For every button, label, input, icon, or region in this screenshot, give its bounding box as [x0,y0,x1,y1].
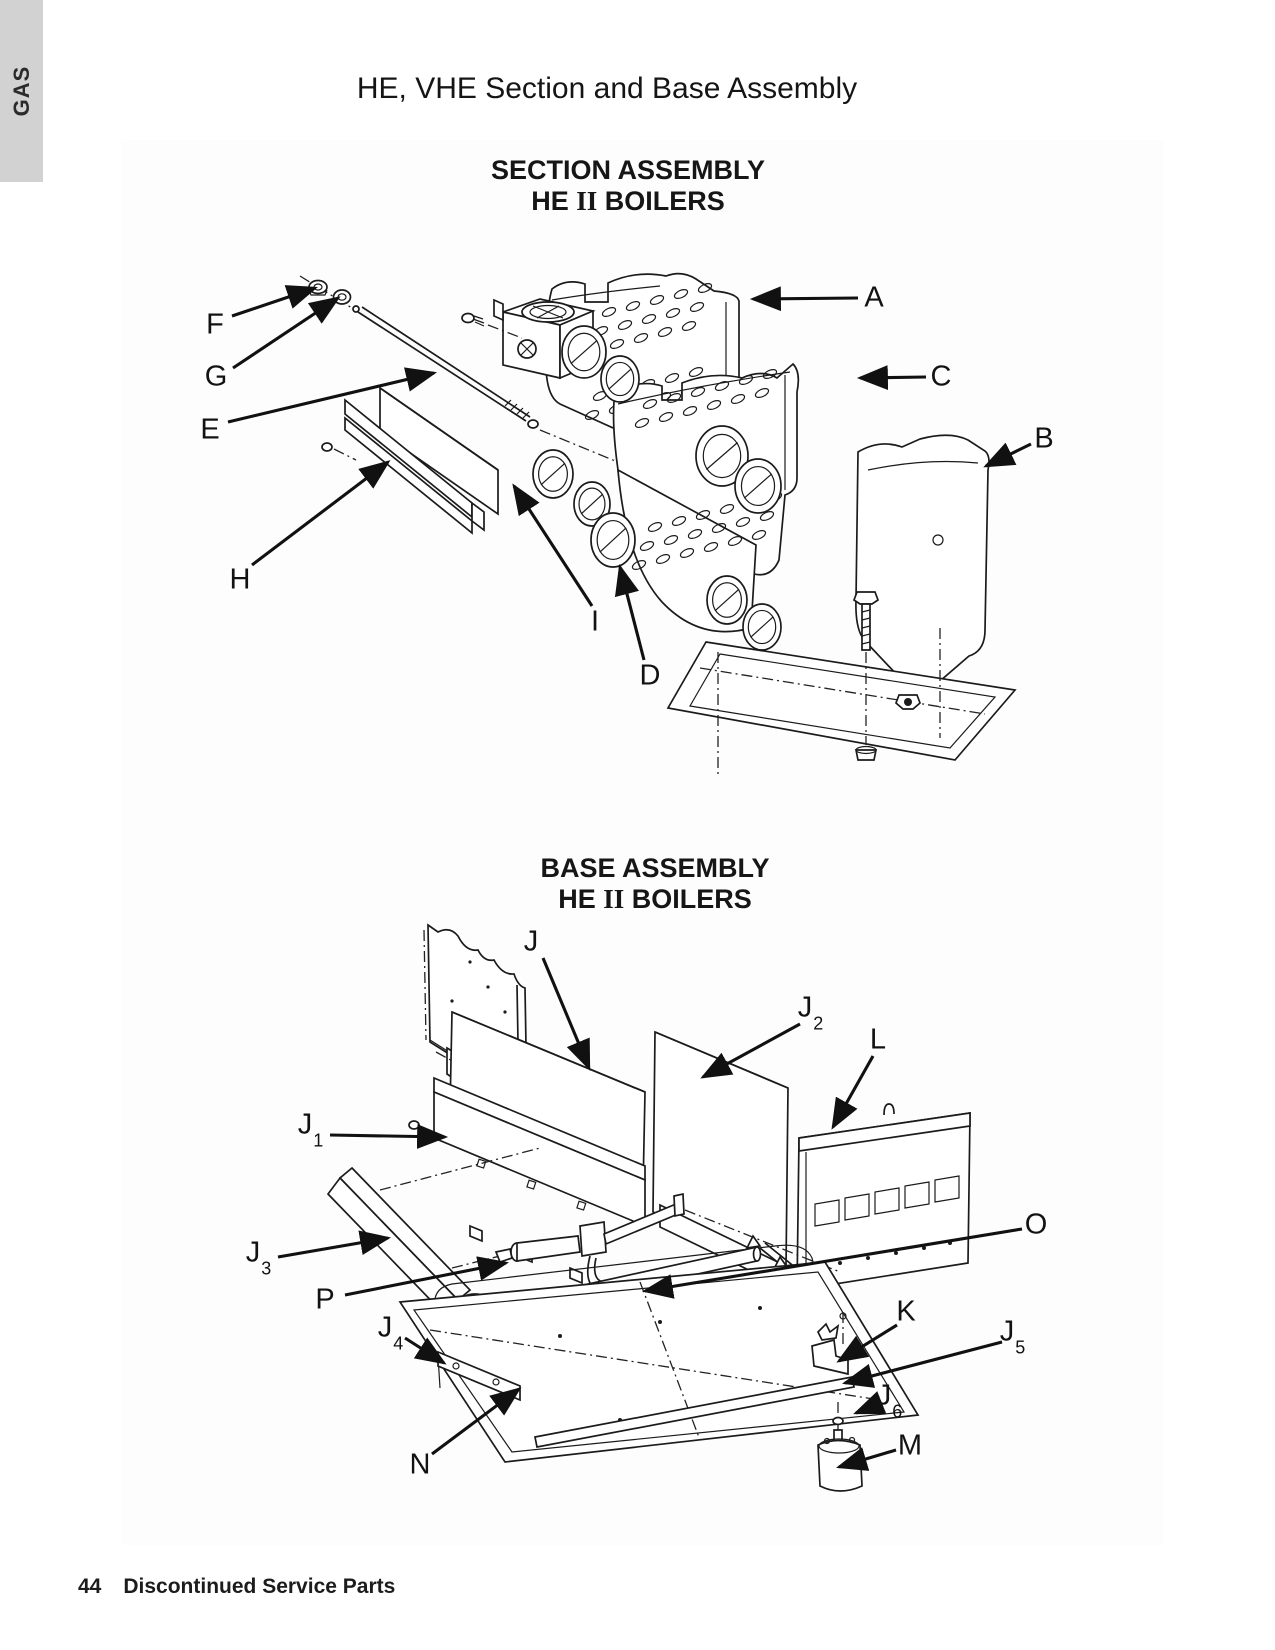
page-title: HE, VHE Section and Base Assembly [356,72,858,105]
callout-j6: $J_6$ [876,1379,903,1422]
callout-e: E [200,413,220,446]
gas-tab-label: GAS [8,65,34,117]
boiler-section-b [856,435,989,685]
callout-p: P [315,1283,335,1316]
callout-k: K [896,1295,916,1328]
callout-o: O [1024,1208,1048,1241]
base-rail-and-insulation [322,388,498,533]
section-assembly-art [300,274,1015,775]
callout-h: H [229,563,251,596]
base-assembly-title-line1: BASE ASSEMBLY [540,853,770,883]
washer-g [334,290,351,304]
insulation-panel-2 [653,1032,790,1290]
callout-j2: $J_2$ [797,991,824,1034]
callout-j4: $J_4$ [377,1311,404,1354]
callout-g: G [204,360,228,393]
callout-n: N [409,1448,431,1481]
callout-j: J [523,925,539,958]
callout-i: I [590,605,600,638]
leader-arrow [620,567,644,660]
callout-l: L [869,1023,887,1056]
section-assembly-title-line1: SECTION ASSEMBLY [490,155,766,185]
leader-arrow [986,444,1031,466]
callout-f: F [206,308,224,341]
leader-arrow [233,298,338,368]
callout-j3: $J_3$ [245,1236,272,1279]
footer-text: Discontinued Service Parts [123,1575,396,1598]
page-footer [78,1575,395,1599]
leader-arrow [543,958,589,1068]
leader-arrow [278,1238,388,1257]
leader-arrow [330,1135,445,1137]
base-assembly-title-line2: HE II BOILERS [558,884,752,914]
leader-arrow [753,298,858,299]
callout-m: M [897,1429,923,1462]
callout-d: D [639,659,661,692]
leader-arrow [833,1056,873,1127]
leader-arrow [860,377,926,378]
section-assembly-title-line2: HE II BOILERS [531,186,725,216]
callout-a: A [864,281,884,314]
callout-j1: $J_1$ [297,1108,324,1151]
leader-arrow [232,288,315,316]
callout-j5: $J_5$ [999,1315,1026,1358]
leader-arrow [703,1024,800,1077]
leader-arrow [252,462,388,565]
callout-b: B [1034,422,1054,455]
callout-c: C [930,360,952,393]
page-number: 44 [78,1575,102,1598]
